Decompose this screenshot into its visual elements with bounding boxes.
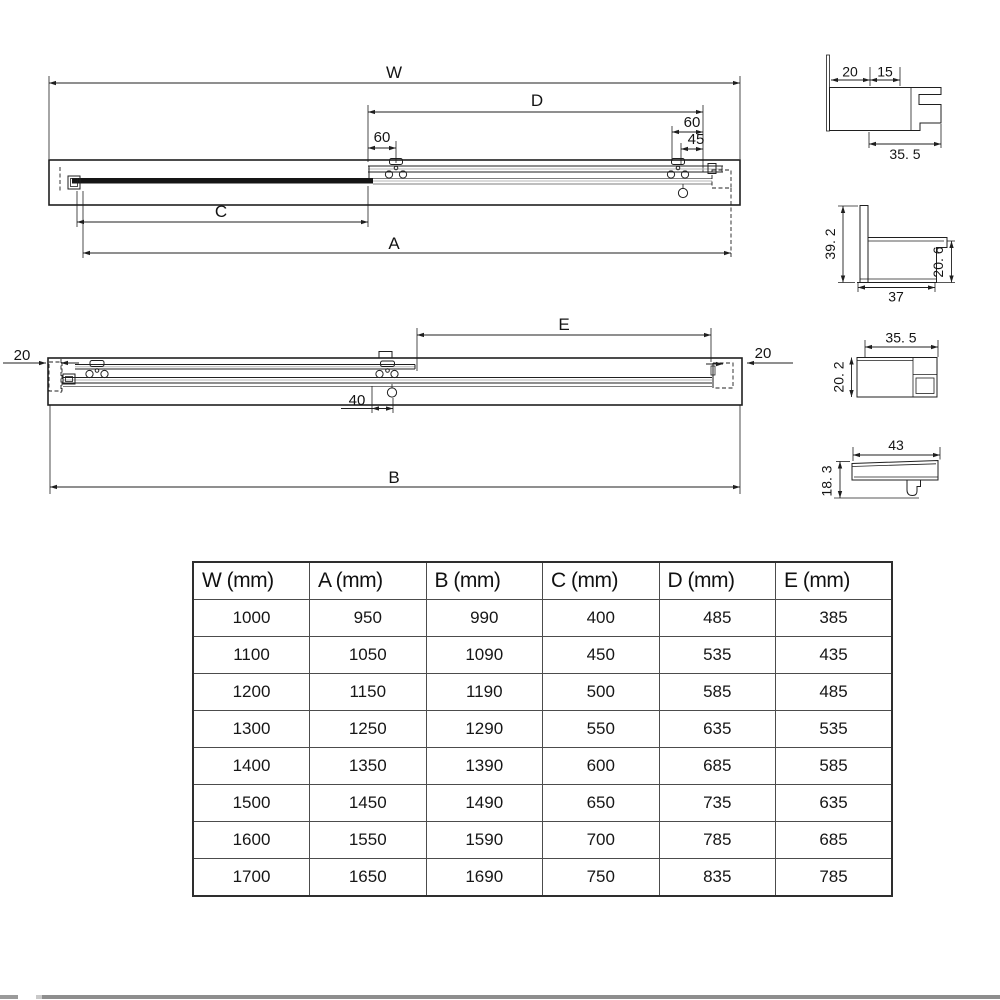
right-end-block xyxy=(711,363,733,388)
dim-label-p2-39-2: 39. 2 xyxy=(822,228,838,260)
table-cell: 635 xyxy=(659,710,776,747)
table-cell: 750 xyxy=(543,858,660,896)
table-cell: 550 xyxy=(543,710,660,747)
table-cell: 1290 xyxy=(426,710,543,747)
hidden-left-block xyxy=(49,362,62,391)
table-cell: 1490 xyxy=(426,784,543,821)
dim-label-b: B xyxy=(388,468,400,487)
dim-label-40: 40 xyxy=(348,392,366,409)
dim-label-p4-18-3: 18. 3 xyxy=(818,465,835,497)
table-cell: 1300 xyxy=(193,710,310,747)
column-header: A (mm) xyxy=(310,562,427,600)
dim-label-c: C xyxy=(214,202,228,221)
table-cell: 1200 xyxy=(193,673,310,710)
table-cell: 1150 xyxy=(310,673,427,710)
table-cell: 950 xyxy=(310,600,427,637)
front-view-drawing xyxy=(3,315,793,494)
table-row xyxy=(193,673,892,710)
dim-label-p1-15: 15 xyxy=(877,63,893,80)
table-row xyxy=(193,600,892,637)
table-cell: 500 xyxy=(543,673,660,710)
table-cell: 650 xyxy=(543,784,660,821)
dim-label-60-left: 60 xyxy=(373,129,391,146)
table-cell: 1250 xyxy=(310,710,427,747)
table-cell: 385 xyxy=(776,600,893,637)
dim-label-a: A xyxy=(388,234,400,253)
fixed-rail-top-view xyxy=(60,167,712,192)
profile-1-cross-section xyxy=(827,55,942,162)
column-header: C (mm) xyxy=(543,562,660,600)
table-cell: 1590 xyxy=(426,821,543,858)
table-cell: 1390 xyxy=(426,747,543,784)
table-header-row xyxy=(193,562,892,600)
table-cell: 635 xyxy=(776,784,893,821)
dim-label-p1-35-5: 35. 5 xyxy=(889,146,921,162)
table-cell: 835 xyxy=(659,858,776,896)
spec-table-body xyxy=(193,600,892,897)
profile-4-cross-section xyxy=(819,437,941,498)
dim-label-p3-20-2: 20. 2 xyxy=(830,361,847,393)
table-cell: 600 xyxy=(543,747,660,784)
table-cell: 485 xyxy=(776,673,893,710)
track-housing-front-view xyxy=(48,358,742,405)
table-cell: 785 xyxy=(776,858,893,896)
table-cell: 1450 xyxy=(310,784,427,821)
table-cell: 700 xyxy=(543,821,660,858)
hidden-end-block xyxy=(712,170,731,188)
table-cell: 400 xyxy=(543,600,660,637)
table-cell: 990 xyxy=(426,600,543,637)
table-cell: 535 xyxy=(659,636,776,673)
anti-jump-stopper-front xyxy=(387,388,396,397)
dim-label-20-left: 20 xyxy=(13,347,31,364)
profile-3-dims xyxy=(831,330,939,398)
w-dimension xyxy=(49,63,740,159)
dim-label-p2-20-6: 20. 6 xyxy=(930,246,946,278)
table-cell: 435 xyxy=(776,636,893,673)
size-specification-table xyxy=(192,561,893,897)
table-cell: 1100 xyxy=(193,636,310,673)
column-header: B (mm) xyxy=(426,562,543,600)
table-cell: 685 xyxy=(776,821,893,858)
spec-table xyxy=(192,561,893,897)
profile-2-cross-section xyxy=(822,206,955,305)
table-row xyxy=(193,858,892,896)
table-cell: 585 xyxy=(776,747,893,784)
dim-label-e: E xyxy=(558,315,570,334)
table-cell: 1650 xyxy=(310,858,427,896)
table-cell: 1600 xyxy=(193,821,310,858)
table-cell: 450 xyxy=(543,636,660,673)
dim-label-p3-35-5: 35. 5 xyxy=(885,329,917,346)
table-cell: 535 xyxy=(776,710,893,747)
column-header: D (mm) xyxy=(659,562,776,600)
dim-40 xyxy=(341,386,393,413)
anti-jump-stopper xyxy=(678,188,687,197)
table-cell: 785 xyxy=(659,821,776,858)
top-view-drawing xyxy=(49,63,740,258)
dim-label-p2-37: 37 xyxy=(888,288,904,305)
dim-label-p1-20: 20 xyxy=(842,63,858,80)
table-cell: 1500 xyxy=(193,784,310,821)
b-dimension xyxy=(50,405,740,494)
window-edge-left xyxy=(0,995,18,999)
dim-label-60-right: 60 xyxy=(683,114,701,131)
table-cell: 1090 xyxy=(426,636,543,673)
table-cell: 1400 xyxy=(193,747,310,784)
profile-3-cross-section xyxy=(831,330,939,398)
e-dimension xyxy=(417,315,711,371)
dim-label-w: W xyxy=(385,63,403,82)
dim-60-left xyxy=(368,129,396,163)
dim-20-right xyxy=(706,345,793,364)
dim-label-d: D xyxy=(530,91,544,110)
sliding-rail-front-view xyxy=(75,365,415,370)
sliding-rail-top-view xyxy=(368,164,723,184)
table-cell: 1050 xyxy=(310,636,427,673)
table-row xyxy=(193,747,892,784)
dim-label-20-right: 20 xyxy=(754,345,772,362)
table-cell: 1350 xyxy=(310,747,427,784)
table-cell: 1700 xyxy=(193,858,310,896)
profile-4-dims xyxy=(819,437,941,498)
table-row xyxy=(193,636,892,673)
table-cell: 1550 xyxy=(310,821,427,858)
table-cell: 1190 xyxy=(426,673,543,710)
column-header: E (mm) xyxy=(776,562,893,600)
a-dimension xyxy=(83,188,731,258)
dim-label-p4-43: 43 xyxy=(888,437,904,453)
table-cell: 1000 xyxy=(193,600,310,637)
c-dimension xyxy=(77,186,368,227)
column-header: W (mm) xyxy=(193,562,310,600)
profile-1-dims xyxy=(831,64,941,163)
dim-label-45-right: 45 xyxy=(687,131,705,148)
table-cell: 485 xyxy=(659,600,776,637)
table-cell: 1690 xyxy=(426,858,543,896)
table-cell: 585 xyxy=(659,673,776,710)
profile-2-dims xyxy=(822,206,955,305)
window-edge xyxy=(42,995,1000,999)
table-cell: 685 xyxy=(659,747,776,784)
table-row xyxy=(193,710,892,747)
table-row xyxy=(193,821,892,858)
table-cell: 735 xyxy=(659,784,776,821)
table-row xyxy=(193,784,892,821)
